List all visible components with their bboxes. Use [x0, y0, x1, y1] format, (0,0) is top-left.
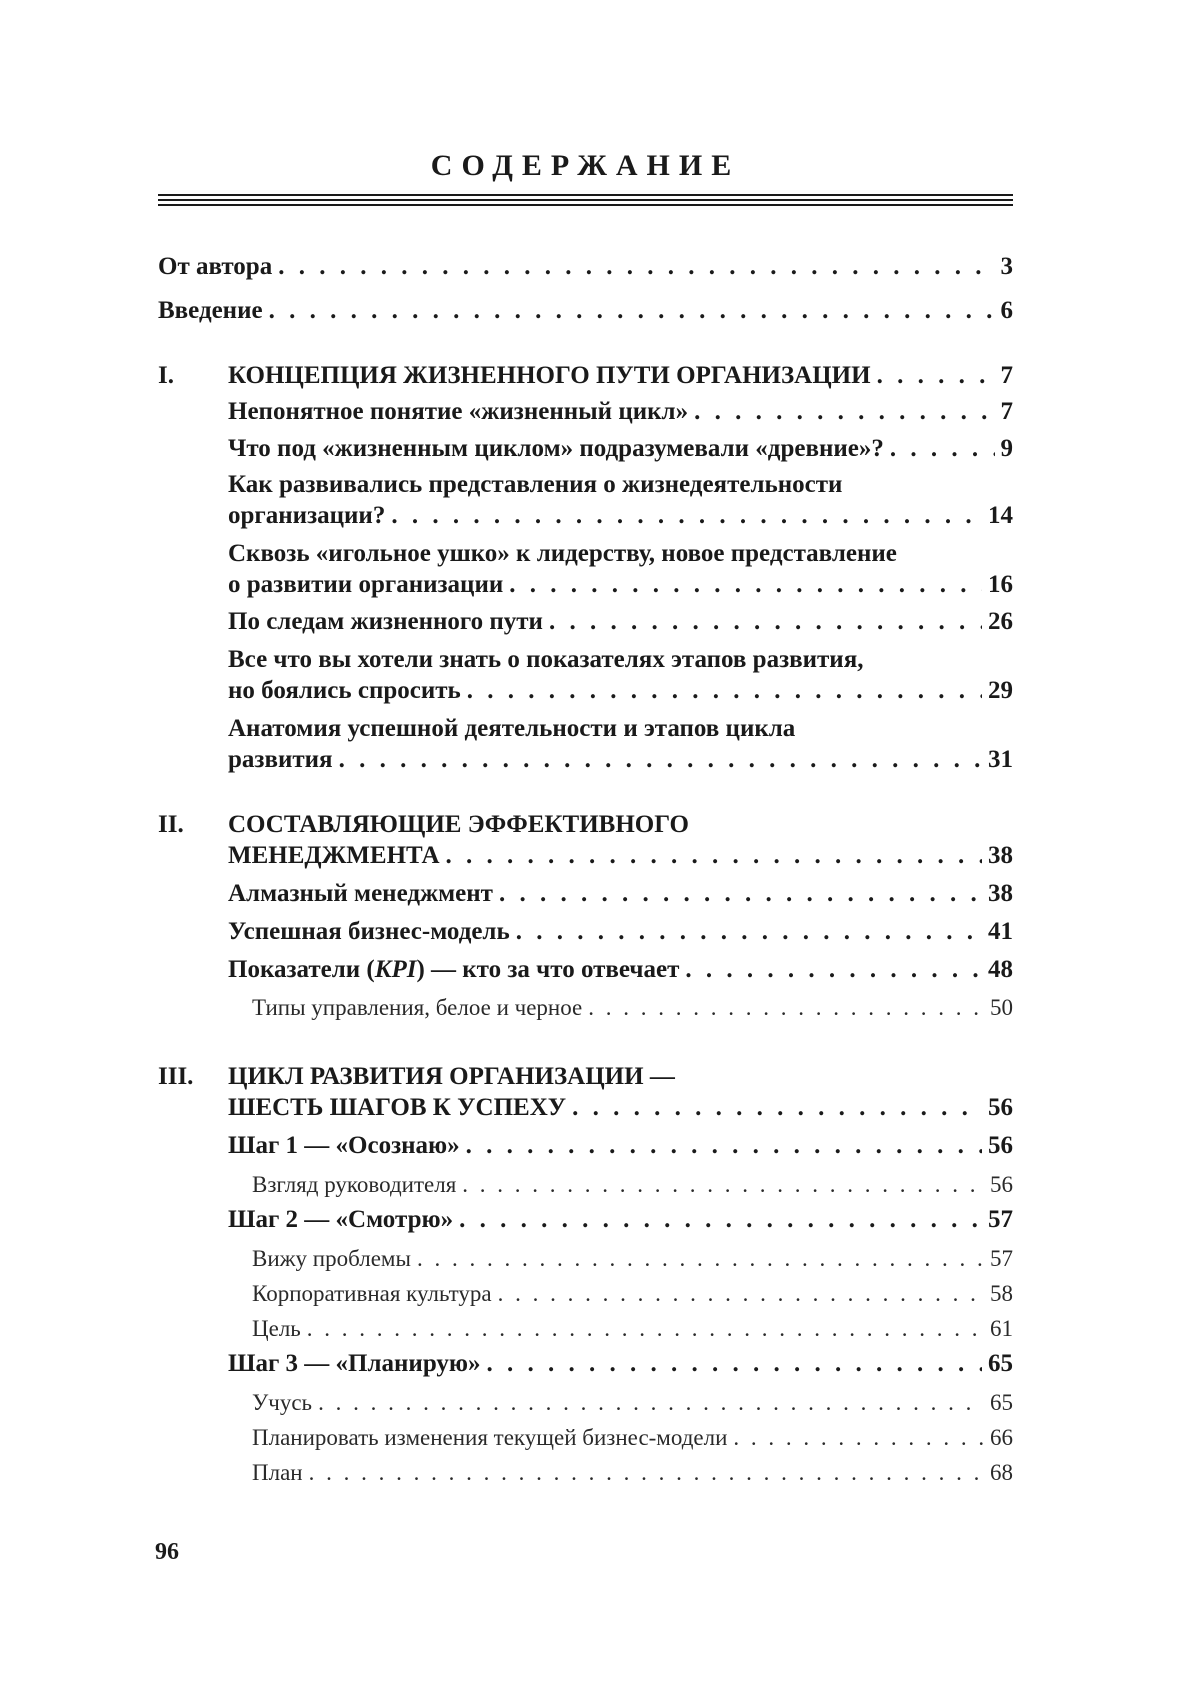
- toc-page-number: 6: [1000, 297, 1013, 324]
- title-rule: [158, 194, 1013, 196]
- toc-entry[interactable]: [228, 955, 1013, 985]
- toc-entry-label: Учусь: [252, 1390, 313, 1415]
- toc-entry-label: но боялись спросить: [228, 677, 461, 704]
- toc-page-number: 57: [988, 1206, 1013, 1233]
- toc-entry[interactable]: [228, 676, 1013, 706]
- leader-dots: [417, 1244, 984, 1274]
- toc-entry-label: Введение: [158, 297, 263, 324]
- toc-section-2[interactable]: [228, 841, 1013, 871]
- toc-subentry[interactable]: [252, 1423, 1013, 1453]
- toc-entry[interactable]: [228, 570, 1013, 600]
- toc-step-3[interactable]: [228, 1349, 1013, 1379]
- toc-subentry[interactable]: [252, 1244, 1013, 1274]
- toc-page-number: 41: [988, 918, 1013, 945]
- toc-page-number: 26: [988, 608, 1013, 635]
- toc-entry-label: Что под «жизненным циклом» подразумевали «древние»?: [228, 435, 884, 462]
- page-number: 96: [155, 1539, 179, 1565]
- leader-dots: [459, 1205, 982, 1235]
- toc-page-number: 50: [990, 995, 1013, 1020]
- leader-dots: [733, 1423, 984, 1453]
- toc-subentry[interactable]: [252, 1388, 1013, 1418]
- toc-page-number: 9: [1000, 435, 1013, 462]
- leader-dots: [877, 361, 995, 391]
- toc-entry-introduction[interactable]: [158, 296, 1013, 326]
- toc-page-number: 16: [988, 571, 1013, 598]
- toc-page-number: 7: [1000, 398, 1013, 425]
- toc-entry-label: Шаг 3 — «Планирую»: [228, 1350, 481, 1377]
- toc-page-number: 66: [990, 1425, 1013, 1450]
- section-title: КОНЦЕПЦИЯ ЖИЗНЕННОГО ПУТИ ОРГАНИЗАЦИИ: [228, 362, 871, 389]
- toc-page-number: 65: [988, 1350, 1013, 1377]
- title-rule: [158, 199, 1013, 201]
- toc-subentry[interactable]: [252, 1279, 1013, 1309]
- toc-entry-label: По следам жизненного пути: [228, 608, 543, 635]
- toc-subentry[interactable]: [252, 993, 1013, 1023]
- toc-page-number: 7: [1000, 362, 1013, 389]
- toc-page-number: 29: [988, 677, 1013, 704]
- leader-dots: [499, 879, 982, 909]
- toc-page-number: 58: [990, 1281, 1013, 1306]
- toc-subentry[interactable]: [252, 1314, 1013, 1344]
- toc-label-text: ) — кто за что отвечает: [416, 956, 680, 983]
- section-title: МЕНЕДЖМЕНТА: [228, 842, 440, 869]
- toc-page-number: 38: [988, 842, 1013, 869]
- leader-dots: [487, 1349, 982, 1379]
- toc-subentry[interactable]: [252, 1458, 1013, 1488]
- leader-dots: [588, 993, 984, 1023]
- leader-dots: [694, 397, 994, 427]
- toc-entry-label: Непонятное понятие «жизненный цикл»: [228, 398, 689, 425]
- leader-dots: [509, 570, 982, 600]
- toc-page-number: 31: [988, 746, 1013, 773]
- toc-entry-label: о развитии организации: [228, 571, 504, 598]
- toc-section-1[interactable]: [228, 361, 1013, 391]
- leader-dots: [498, 1279, 984, 1309]
- toc-entry-label: Шаг 2 — «Смотрю»: [228, 1206, 454, 1233]
- toc-page-number: 56: [988, 1132, 1013, 1159]
- toc-page-number: 14: [988, 502, 1013, 529]
- leader-dots: [446, 841, 982, 871]
- leader-dots: [339, 745, 982, 775]
- toc-entry-from-author[interactable]: [158, 252, 1013, 282]
- toc-entry-label: План: [252, 1460, 303, 1485]
- leader-dots: [278, 252, 994, 282]
- toc-page-number: 56: [988, 1094, 1013, 1121]
- toc-entry-label: Алмазный менеджмент: [228, 880, 493, 907]
- toc-entry-label: Планировать изменения текущей бизнес-модели: [252, 1425, 728, 1450]
- toc-page-number: 48: [988, 956, 1013, 983]
- section-title: ШЕСТЬ ШАГОВ К УСПЕХУ: [228, 1094, 567, 1121]
- leader-dots: [466, 1131, 982, 1161]
- toc-entry-label: Цель: [252, 1316, 301, 1341]
- toc-subentry[interactable]: [252, 1170, 1013, 1200]
- title-rule: [158, 204, 1013, 206]
- leader-dots: [685, 955, 982, 985]
- kpi-abbreviation: KPI: [374, 956, 417, 983]
- toc-page-number: 56: [990, 1172, 1013, 1197]
- toc-entry-label: Корпоративная культура: [252, 1281, 492, 1306]
- toc-entry[interactable]: [228, 501, 1013, 531]
- toc-entry[interactable]: [228, 434, 1013, 464]
- section-title-line1: СОСТАВЛЯЮЩИЕ ЭФФЕКТИВНОГО: [228, 811, 689, 838]
- section-numeral: II.: [158, 811, 184, 838]
- toc-entry[interactable]: [228, 397, 1013, 427]
- leader-dots: [391, 501, 982, 531]
- page-title: СОДЕРЖАНИЕ: [430, 149, 741, 182]
- toc-section-3[interactable]: [228, 1093, 1013, 1123]
- section-title-line1: ЦИКЛ РАЗВИТИЯ ОРГАНИЗАЦИИ —: [228, 1063, 675, 1090]
- leader-dots: [890, 434, 995, 464]
- section-numeral: III.: [158, 1063, 194, 1090]
- toc-page-number: 65: [990, 1390, 1013, 1415]
- toc-page-number: 38: [988, 880, 1013, 907]
- leader-dots: [549, 607, 982, 637]
- toc-label-text: Показатели (: [228, 956, 375, 983]
- toc-entry-label: развития: [228, 746, 333, 773]
- toc-page-number: 68: [990, 1460, 1013, 1485]
- section-numeral: I.: [158, 362, 174, 389]
- leader-dots: [462, 1170, 984, 1200]
- leader-dots: [467, 676, 982, 706]
- leader-dots: [516, 917, 982, 947]
- toc-entry[interactable]: [228, 745, 1013, 775]
- toc-entry-label: организации?: [228, 502, 386, 529]
- toc-entry-label: Успешная бизнес-модель: [228, 918, 510, 945]
- leader-dots: [307, 1314, 984, 1344]
- toc-entry-line1: Как развивались представления о жизнедеятельности: [228, 471, 843, 498]
- toc-entry-label: Взгляд руководителя: [252, 1172, 457, 1197]
- leader-dots: [309, 1458, 984, 1488]
- toc-entry-label: Шаг 1 — «Осознаю»: [228, 1132, 460, 1159]
- leader-dots: [572, 1093, 982, 1123]
- toc-page-number: 57: [990, 1246, 1013, 1271]
- toc-entry-label: [228, 955, 679, 985]
- toc-step-2[interactable]: [228, 1205, 1013, 1235]
- toc-entry[interactable]: [228, 917, 1013, 947]
- toc-entry-line1: Сквозь «игольное ушко» к лидерству, новое представление: [228, 540, 897, 567]
- toc-page-number: 3: [1000, 253, 1013, 280]
- toc-step-1[interactable]: [228, 1131, 1013, 1161]
- toc-entry-line1: Все что вы хотели знать о показателях этапов развития,: [228, 646, 864, 673]
- toc-entry-label: От автора: [158, 253, 273, 280]
- toc-page-number: 61: [990, 1316, 1013, 1341]
- leader-dots: [318, 1388, 984, 1418]
- toc-entry[interactable]: [228, 607, 1013, 637]
- leader-dots: [269, 296, 995, 326]
- toc-entry-label: Вижу проблемы: [252, 1246, 411, 1271]
- toc-entry[interactable]: [228, 879, 1013, 909]
- toc-entry-label: Типы управления, белое и черное: [252, 995, 583, 1020]
- toc-entry-line1: Анатомия успешной деятельности и этапов цикла: [228, 715, 796, 742]
